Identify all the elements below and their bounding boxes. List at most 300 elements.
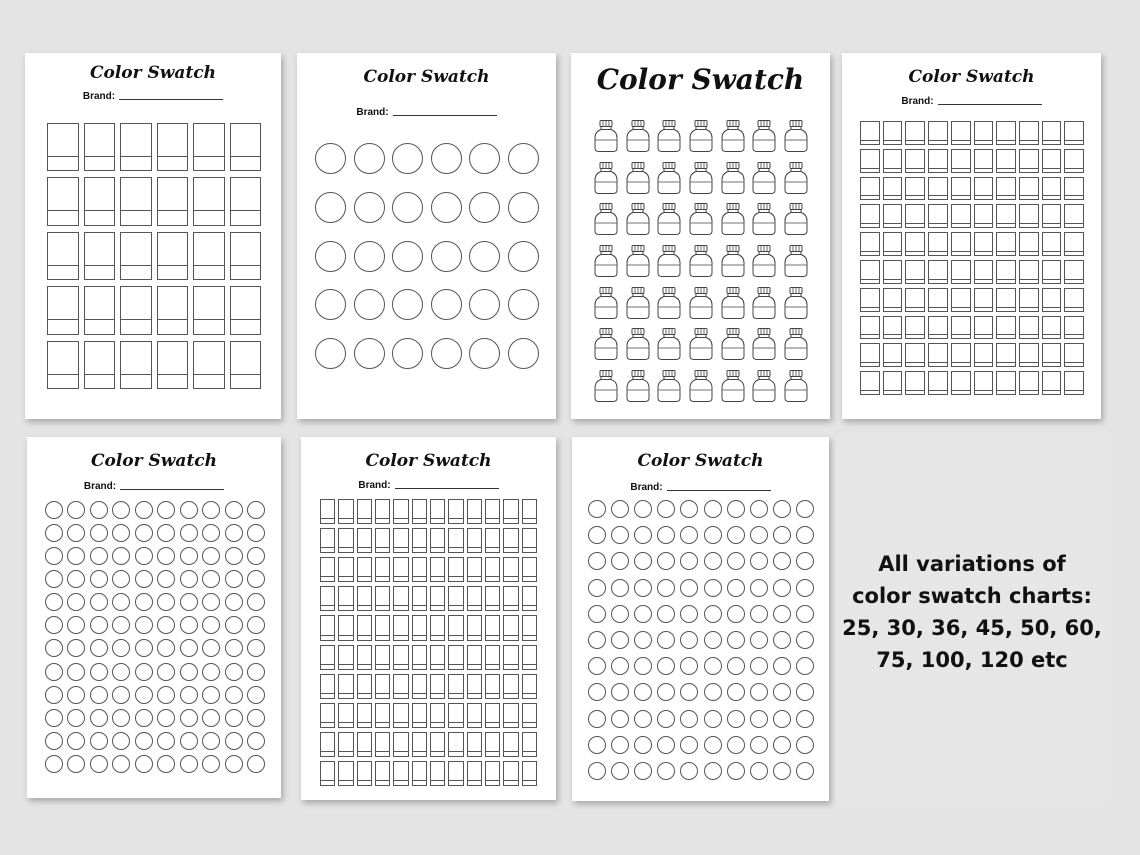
brand-field <box>842 96 1101 107</box>
swatch-circle <box>315 289 346 320</box>
ink-jar-icon <box>688 119 714 153</box>
brand-field <box>301 480 556 491</box>
swatch-divider <box>1065 223 1083 224</box>
swatch-square <box>1019 343 1039 367</box>
swatch-square <box>860 343 880 367</box>
swatch-divider <box>468 518 481 519</box>
swatch-square <box>860 371 880 395</box>
swatch-square <box>157 286 189 334</box>
swatch-circle <box>796 552 814 570</box>
swatch-circle <box>67 593 85 611</box>
info-line: All variations of <box>878 551 1066 576</box>
swatch-square <box>974 121 994 145</box>
swatch-circle <box>634 762 652 780</box>
swatch-divider <box>48 210 78 211</box>
swatch-divider <box>861 195 879 196</box>
swatch-square <box>412 732 427 757</box>
brand-label: Brand: <box>356 107 389 118</box>
swatch-circle <box>657 500 675 518</box>
swatch-circle <box>727 736 745 754</box>
swatch-circle <box>657 762 675 780</box>
swatch-divider <box>413 635 426 636</box>
swatch-circle <box>750 710 768 728</box>
swatch-circle <box>727 631 745 649</box>
swatch-divider <box>523 635 536 636</box>
swatch-circle <box>135 547 153 565</box>
swatch-divider <box>85 210 115 211</box>
swatch-circle <box>634 657 652 675</box>
swatch-divider <box>906 223 924 224</box>
swatch-square <box>357 732 372 757</box>
swatch-square <box>412 703 427 728</box>
swatch-circle <box>727 552 745 570</box>
swatch-circle <box>588 762 606 780</box>
swatch-circle <box>135 732 153 750</box>
swatch-circle <box>180 547 198 565</box>
swatch-square <box>860 260 880 284</box>
swatch-circle <box>180 639 198 657</box>
swatch-divider <box>975 140 993 141</box>
swatch-divider <box>504 751 517 752</box>
swatch-square <box>996 343 1016 367</box>
swatch-divider <box>929 362 947 363</box>
swatch-square <box>1042 121 1062 145</box>
swatch-grid <box>320 499 537 786</box>
swatch-circle <box>112 755 130 773</box>
swatch-circle <box>247 709 265 727</box>
swatch-square <box>503 615 518 640</box>
ink-jar-icon <box>688 161 714 195</box>
swatch-circle <box>90 570 108 588</box>
swatch-divider <box>394 518 407 519</box>
swatch-divider <box>1065 251 1083 252</box>
swatch-divider <box>358 751 371 752</box>
swatch-circle <box>135 524 153 542</box>
swatch-square <box>320 499 335 524</box>
brand-label: Brand: <box>83 481 117 492</box>
swatch-divider <box>194 319 224 320</box>
ink-jar-icon <box>688 369 714 403</box>
swatch-circle <box>354 338 385 369</box>
ink-jar-icon <box>783 161 809 195</box>
info-line: 75, 100, 120 etc <box>876 647 1068 672</box>
swatch-circle <box>657 657 675 675</box>
swatch-divider <box>413 547 426 548</box>
swatch-divider <box>321 576 334 577</box>
swatch-circle <box>750 500 768 518</box>
swatch-square <box>338 645 353 670</box>
swatch-divider <box>952 251 970 252</box>
swatch-circle <box>90 593 108 611</box>
swatch-circle <box>247 686 265 704</box>
swatch-square <box>320 732 335 757</box>
swatch-divider <box>194 156 224 157</box>
swatch-square <box>393 674 408 699</box>
swatch-square <box>338 674 353 699</box>
swatch-divider <box>997 140 1015 141</box>
page-title: Color Swatch <box>908 67 1035 87</box>
swatch-divider <box>1020 251 1038 252</box>
swatch-divider <box>486 547 499 548</box>
swatch-square <box>951 288 971 312</box>
swatch-circle <box>680 683 698 701</box>
swatch-square <box>320 674 335 699</box>
swatch-circle <box>727 710 745 728</box>
swatch-square <box>1042 260 1062 284</box>
swatch-divider <box>861 251 879 252</box>
ink-jar-icon <box>656 244 682 278</box>
swatch-circle <box>225 686 243 704</box>
swatch-square <box>338 732 353 757</box>
swatch-divider <box>449 605 462 606</box>
swatch-circle <box>354 289 385 320</box>
swatch-divider <box>504 547 517 548</box>
swatch-circle <box>750 605 768 623</box>
swatch-circle <box>202 732 220 750</box>
swatch-square <box>974 232 994 256</box>
swatch-circle <box>112 663 130 681</box>
swatch-circle <box>135 755 153 773</box>
swatch-square <box>974 177 994 201</box>
swatch-circle <box>135 639 153 657</box>
swatch-square <box>485 499 500 524</box>
swatch-square <box>951 149 971 173</box>
swatch-circle <box>112 501 130 519</box>
swatch-divider <box>321 751 334 752</box>
swatch-divider <box>394 780 407 781</box>
swatch-square <box>157 232 189 280</box>
swatch-square <box>485 703 500 728</box>
ink-jar-icon <box>720 244 746 278</box>
swatch-circle <box>611 526 629 544</box>
swatch-circle <box>392 143 423 174</box>
swatch-square <box>393 615 408 640</box>
swatch-circle <box>611 631 629 649</box>
swatch-divider <box>1020 362 1038 363</box>
swatch-divider <box>158 156 188 157</box>
swatch-square <box>883 260 903 284</box>
swatch-divider <box>952 168 970 169</box>
swatch-divider <box>906 334 924 335</box>
swatch-circle <box>796 683 814 701</box>
ink-jar-icon <box>751 119 777 153</box>
swatch-circle <box>796 605 814 623</box>
swatch-square <box>1064 288 1084 312</box>
swatch-divider <box>358 576 371 577</box>
swatch-square <box>905 316 925 340</box>
swatch-circle <box>225 547 243 565</box>
swatch-divider <box>231 265 261 266</box>
swatch-divider <box>413 751 426 752</box>
swatch-circle <box>611 736 629 754</box>
swatch-circle <box>180 686 198 704</box>
swatch-circle <box>704 526 722 544</box>
swatch-circle <box>469 143 500 174</box>
swatch-circle <box>45 663 63 681</box>
brand-line <box>120 488 224 490</box>
swatch-divider <box>121 265 151 266</box>
swatch-circle <box>727 762 745 780</box>
swatch-circle <box>773 631 791 649</box>
swatch-square <box>1019 316 1039 340</box>
swatch-square <box>430 732 445 757</box>
swatch-circle <box>611 762 629 780</box>
swatch-square <box>905 232 925 256</box>
swatch-divider <box>861 168 879 169</box>
info-line: 25, 30, 36, 45, 50, 60, <box>842 615 1102 640</box>
brand-line <box>938 103 1042 105</box>
swatch-divider <box>906 195 924 196</box>
swatch-divider <box>194 374 224 375</box>
swatch-circle <box>750 736 768 754</box>
swatch-circle <box>45 501 63 519</box>
ink-jar-icon <box>593 161 619 195</box>
ink-jar-icon <box>720 286 746 320</box>
swatch-square <box>393 732 408 757</box>
swatch-divider <box>929 195 947 196</box>
swatch-square <box>503 586 518 611</box>
swatch-divider <box>321 780 334 781</box>
swatch-circle <box>508 338 539 369</box>
swatch-divider <box>975 251 993 252</box>
swatch-square <box>375 674 390 699</box>
swatch-circle <box>90 709 108 727</box>
swatch-divider <box>523 547 536 548</box>
swatch-circle <box>750 526 768 544</box>
swatch-square <box>928 149 948 173</box>
swatch-divider <box>376 576 389 577</box>
swatch-square <box>905 371 925 395</box>
swatch-circle <box>634 579 652 597</box>
swatch-square <box>84 286 116 334</box>
swatch-circle <box>112 616 130 634</box>
swatch-divider <box>431 576 444 577</box>
swatch-circle <box>469 338 500 369</box>
swatch-circle <box>157 709 175 727</box>
swatch-divider <box>952 362 970 363</box>
swatch-circle <box>727 579 745 597</box>
swatch-divider <box>952 195 970 196</box>
swatch-circle <box>247 570 265 588</box>
swatch-divider <box>1020 223 1038 224</box>
ink-jar-icon <box>783 286 809 320</box>
swatch-circle <box>247 616 265 634</box>
swatch-circle <box>225 709 243 727</box>
swatch-circle <box>45 570 63 588</box>
swatch-square <box>1042 371 1062 395</box>
swatch-circle <box>112 547 130 565</box>
swatch-square <box>996 177 1016 201</box>
swatch-divider <box>321 635 334 636</box>
swatch-square <box>448 557 463 582</box>
page-title: Color Swatch <box>365 451 492 471</box>
swatch-circle <box>247 593 265 611</box>
swatch-circle <box>157 686 175 704</box>
swatch-circle <box>90 755 108 773</box>
swatch-divider <box>468 780 481 781</box>
swatch-circle <box>112 570 130 588</box>
swatch-square <box>1064 232 1084 256</box>
swatch-square <box>860 177 880 201</box>
swatch-square <box>393 703 408 728</box>
swatch-divider <box>449 722 462 723</box>
swatch-square <box>412 761 427 786</box>
swatch-square <box>338 528 353 553</box>
swatch-circle <box>157 616 175 634</box>
swatch-square <box>120 232 152 280</box>
swatch-divider <box>339 576 352 577</box>
swatch-square <box>193 123 225 171</box>
swatch-circle <box>180 663 198 681</box>
swatch-square <box>375 557 390 582</box>
swatch-square <box>47 286 79 334</box>
swatch-square <box>430 645 445 670</box>
swatch-square <box>357 645 372 670</box>
swatch-square <box>951 121 971 145</box>
swatch-circle <box>773 710 791 728</box>
swatch-square <box>412 674 427 699</box>
swatch-square <box>120 341 152 389</box>
swatch-divider <box>486 664 499 665</box>
swatch-circle <box>247 663 265 681</box>
swatch-divider <box>884 140 902 141</box>
swatch-circle <box>657 526 675 544</box>
swatch-square <box>357 499 372 524</box>
swatch-divider <box>158 319 188 320</box>
swatch-divider <box>339 664 352 665</box>
swatch-divider <box>339 518 352 519</box>
swatch-divider <box>1065 140 1083 141</box>
swatch-divider <box>1043 279 1061 280</box>
swatch-square <box>1019 121 1039 145</box>
swatch-divider <box>952 307 970 308</box>
swatch-circle <box>90 501 108 519</box>
swatch-square <box>928 177 948 201</box>
swatch-divider <box>884 334 902 335</box>
swatch-circle <box>704 552 722 570</box>
swatch-square <box>430 499 445 524</box>
swatch-square <box>193 232 225 280</box>
swatch-divider <box>358 693 371 694</box>
ink-jar-icon <box>783 119 809 153</box>
ink-jar-icon <box>688 244 714 278</box>
swatch-circle <box>773 657 791 675</box>
swatch-square <box>467 586 482 611</box>
swatch-square <box>448 528 463 553</box>
swatch-divider <box>121 374 151 375</box>
swatch-divider <box>339 693 352 694</box>
swatch-circle <box>611 710 629 728</box>
ink-jar-icon <box>783 327 809 361</box>
swatch-square <box>467 528 482 553</box>
swatch-square <box>928 260 948 284</box>
swatch-circle <box>202 501 220 519</box>
swatch-circle <box>469 241 500 272</box>
swatch-square <box>1019 371 1039 395</box>
swatch-divider <box>121 156 151 157</box>
swatch-divider <box>1065 362 1083 363</box>
swatch-divider <box>48 374 78 375</box>
swatch-circle <box>750 552 768 570</box>
ink-jar-icon <box>751 202 777 236</box>
swatch-circle <box>157 663 175 681</box>
swatch-circle <box>634 736 652 754</box>
swatch-divider <box>1020 307 1038 308</box>
swatch-circle <box>90 732 108 750</box>
swatch-square <box>1019 288 1039 312</box>
swatch-circle <box>67 709 85 727</box>
swatch-divider <box>884 279 902 280</box>
swatch-divider <box>413 693 426 694</box>
swatch-divider <box>884 362 902 363</box>
ink-jar-icon <box>656 161 682 195</box>
swatch-divider <box>431 780 444 781</box>
swatch-circle <box>588 657 606 675</box>
swatch-square <box>883 371 903 395</box>
swatch-grid <box>593 119 809 403</box>
swatch-square <box>357 615 372 640</box>
ink-jar-icon <box>751 286 777 320</box>
swatch-square <box>430 586 445 611</box>
swatch-square <box>1042 149 1062 173</box>
swatch-square <box>996 371 1016 395</box>
swatch-divider <box>1020 195 1038 196</box>
swatch-divider <box>504 635 517 636</box>
swatch-divider <box>85 265 115 266</box>
swatch-circle <box>90 639 108 657</box>
swatch-square <box>860 288 880 312</box>
swatch-square <box>1042 343 1062 367</box>
swatch-divider <box>358 722 371 723</box>
swatch-divider <box>468 693 481 694</box>
swatch-circle <box>508 192 539 223</box>
page-title: Color Swatch <box>90 451 218 471</box>
swatch-square <box>928 316 948 340</box>
swatch-circle <box>225 616 243 634</box>
swatch-circle <box>247 639 265 657</box>
swatch-circle <box>202 686 220 704</box>
swatch-square <box>974 316 994 340</box>
swatch-square <box>338 586 353 611</box>
swatch-square <box>996 316 1016 340</box>
swatch-divider <box>339 751 352 752</box>
swatch-circle <box>247 501 265 519</box>
swatch-square <box>860 149 880 173</box>
swatch-square <box>393 528 408 553</box>
swatch-divider <box>413 780 426 781</box>
swatch-divider <box>997 251 1015 252</box>
swatch-square <box>905 260 925 284</box>
swatch-circle <box>67 524 85 542</box>
swatch-divider <box>358 547 371 548</box>
swatch-square <box>84 123 116 171</box>
swatch-square <box>375 586 390 611</box>
swatch-circle <box>225 501 243 519</box>
swatch-square <box>905 204 925 228</box>
swatch-square <box>467 674 482 699</box>
ink-jar-icon <box>625 161 651 195</box>
swatch-square <box>951 177 971 201</box>
swatch-circle <box>796 631 814 649</box>
swatch-circle <box>157 547 175 565</box>
swatch-circle <box>45 524 63 542</box>
swatch-square <box>522 732 537 757</box>
swatch-square <box>230 286 262 334</box>
swatch-divider <box>504 722 517 723</box>
swatch-divider <box>523 518 536 519</box>
swatch-square <box>338 615 353 640</box>
swatch-divider <box>394 693 407 694</box>
